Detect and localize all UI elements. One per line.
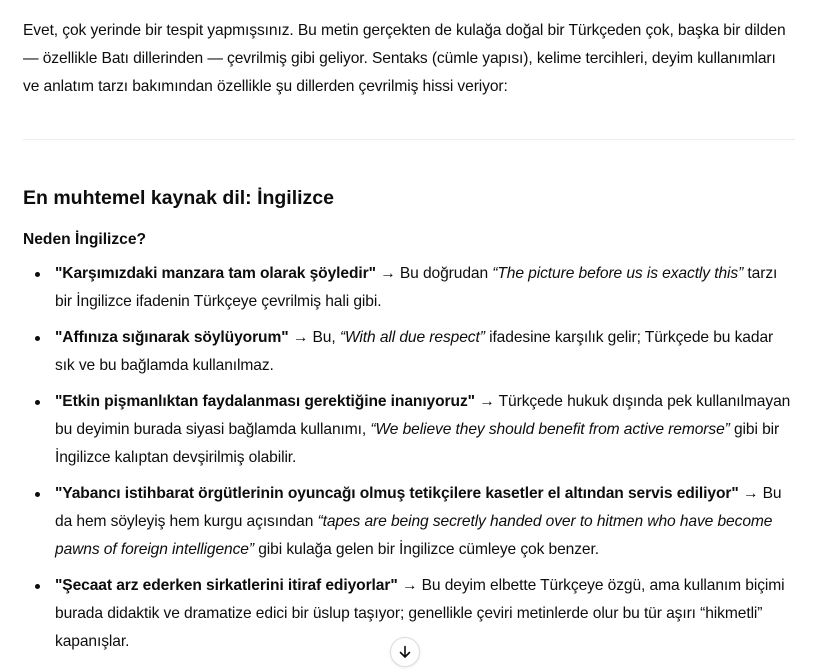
explanation-text: → Bu doğrudan bbox=[375, 265, 493, 282]
list-item bbox=[23, 260, 795, 316]
scroll-to-bottom-button[interactable] bbox=[390, 637, 420, 667]
explanation-text: → Bu deyim elbette Türkçeye özgü, ama kullanım biçimi burada didaktik ve dramatize edici bir üslup taşıyor; genellikle çeviri metinlerde olur bu tür aşırı “hikmetli” kapanışlar. bbox=[55, 577, 785, 650]
subheading: Neden İngilizce? bbox=[23, 231, 147, 248]
english-equivalent: “We believe they should benefit from active remorse” bbox=[370, 421, 730, 438]
section-heading: En muhtemel kaynak dil: İngilizce bbox=[23, 187, 335, 209]
english-equivalent: “tapes are being secretly handed over to hitmen who have become pawns of foreign intelligence” bbox=[55, 513, 773, 558]
explanation-text: → Bu, bbox=[288, 329, 340, 346]
bullet-dot bbox=[35, 400, 40, 405]
quoted-phrase: "Affınıza sığınarak söylüyorum" bbox=[55, 329, 289, 346]
explanation-rest: gibi kulağa gelen bir İngilizce cümleye çok benzer. bbox=[253, 541, 599, 558]
bullet-dot bbox=[35, 584, 40, 589]
assistant-message bbox=[23, 17, 795, 664]
quoted-phrase: "Şecaat arz ederken sirkatlerini itiraf ediyorlar" bbox=[55, 577, 398, 594]
explanation-rest: gibi bir İngilizce kalıptan devşirilmiş olabilir. bbox=[55, 421, 780, 466]
quoted-phrase: "Etkin pişmanlıktan faydalanması gerektiğine inanıyoruz" bbox=[55, 393, 475, 410]
list-item bbox=[23, 388, 795, 472]
list-item bbox=[23, 324, 795, 380]
quoted-phrase: "Karşımızdaki manzara tam olarak şöyledir" bbox=[55, 265, 376, 282]
explanation-rest: ifadesine karşılık gelir; Türkçede bu kadar sık ve bu bağlamda kullanılmaz. bbox=[55, 329, 774, 374]
intro-paragraph: Evet, çok yerinde bir tespit yapmışsınız. Bu metin gerçekten de kulağa doğal bir Türkçeden çok, başka bir dilden — özellikle Batı dillerinden — çevrilmiş gibi geliyor. Sentaks (cümle yapısı), kelime tercihleri, deyim kullanımları ve anlatım tarzı bakımından özellikle şu dillerden çevrilmiş hissi veriyor: bbox=[23, 22, 786, 95]
bullet-dot bbox=[35, 492, 40, 497]
quoted-phrase: "Yabancı istihbarat örgütlerinin oyuncağı olmuş tetikçilere kasetler el altından servis ediliyor" bbox=[55, 485, 739, 502]
list-item bbox=[23, 480, 795, 564]
explanation-text: → Bu da hem söyleyiş hem kurgu açısından bbox=[55, 485, 782, 530]
explanation-rest: tarzı bir İngilizce ifadenin Türkçeye çevrilmiş hali gibi. bbox=[55, 265, 778, 310]
section-divider bbox=[23, 139, 795, 140]
bullet-dot bbox=[35, 336, 40, 341]
english-equivalent: “The picture before us is exactly this” bbox=[492, 265, 744, 282]
arrow-down-icon bbox=[397, 644, 413, 660]
explanation-text: → Türkçede hukuk dışında pek kullanılmayan bu deyimin burada siyasi bağlamda kullanımı, bbox=[55, 393, 791, 438]
reasons-list bbox=[23, 260, 795, 656]
english-equivalent: “With all due respect” bbox=[339, 329, 485, 346]
bullet-dot bbox=[35, 272, 40, 277]
